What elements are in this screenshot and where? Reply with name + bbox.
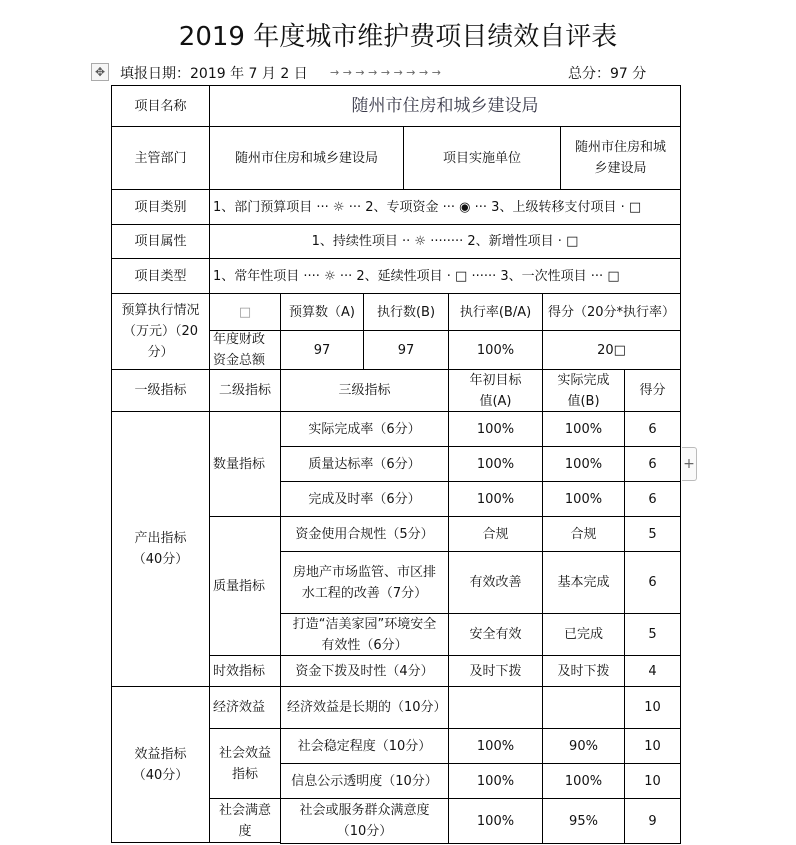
metric-target: 及时下拨 [448,655,543,687]
metric-actual: 已完成 [542,613,625,656]
project-name: 随州市住房和城乡建设局 [209,85,681,127]
metric-name: 资金使用合规性（5分） [280,516,449,552]
metric-score: 10 [624,728,681,764]
metric-score: 6 [624,481,681,517]
group-benefit: 效益指标（40分） [111,686,210,843]
metric-name: 社会稳定程度（10分） [280,728,449,764]
metric-score: 4 [624,655,681,687]
budget-row-label: 年度财政资金总额 [209,330,281,370]
project-name-label: 项目名称 [111,85,210,127]
metric-target: 100% [448,728,543,764]
page-title: 2019 年度城市维护费项目绩效自评表 [178,22,618,52]
attribute-label: 项目属性 [111,224,210,259]
add-row-button[interactable]: + [682,447,697,481]
category-label: 项目类别 [111,189,210,225]
metric-actual: 90% [542,728,625,764]
metric-score: 6 [624,411,681,447]
metric-actual [542,686,625,729]
budget-header-score: 得分（20分*执行率） [542,293,681,331]
metric-actual: 100% [542,481,625,517]
header-target: 年初目标值(A) [448,369,543,412]
total-score: 总分：97 分 [568,66,647,82]
budget-b: 97 [363,330,449,370]
group-quality: 质量指标 [209,516,281,656]
category-options[interactable]: 1、部门预算项目 ··· ☼ ··· 2、专项资金 ··· ◉ ··· 3、上级转移支付项目 · □ [209,189,681,225]
metric-name: 信息公示透明度（10分） [280,763,449,799]
metric-score: 10 [624,686,681,729]
metric-target: 100% [448,763,543,799]
fill-date: 填报日期：2019 年 7 月 2 日 [120,66,308,82]
metric-target: 100% [448,481,543,517]
group-quantity: 数量指标 [209,411,281,517]
budget-header-a: 预算数（A) [280,293,364,331]
metric-name: 社会或服务群众满意度（10分） [280,798,449,844]
metric-actual: 及时下拨 [542,655,625,687]
impl-value: 随州市住房和城乡建设局 [560,126,681,190]
metric-score: 5 [624,516,681,552]
metric-score: 6 [624,551,681,614]
header-score: 得分 [624,369,681,412]
metric-actual: 基本完成 [542,551,625,614]
metric-score: 9 [624,798,681,844]
header-level1: 一级指标 [111,369,210,412]
metric-target: 100% [448,798,543,844]
metric-name: 打造“洁美家园”环境安全有效性（6分） [280,613,449,656]
group-output: 产出指标（40分） [111,411,210,687]
metric-actual: 95% [542,798,625,844]
metric-name: 房地产市场监管、市区排水工程的改善（7分） [280,551,449,614]
metric-actual: 100% [542,446,625,482]
group-satisfaction: 社会满意度 [209,798,281,843]
metric-name: 完成及时率（6分） [280,481,449,517]
metric-actual: 合规 [542,516,625,552]
checkbox-icon[interactable]: □ [209,293,281,331]
header-actual: 实际完成值(B) [542,369,625,412]
table-move-handle-icon[interactable]: ✥ [91,63,109,81]
dept-label: 主管部门 [111,126,210,190]
metric-target: 安全有效 [448,613,543,656]
metric-score: 10 [624,763,681,799]
metric-actual: 100% [542,411,625,447]
metric-target: 有效改善 [448,551,543,614]
tab-arrows: → → → → → → → → → [330,66,441,79]
metric-name: 质量达标率（6分） [280,446,449,482]
metric-name: 经济效益是长期的（10分） [280,686,449,729]
metric-target [448,686,543,729]
metric-score: 5 [624,613,681,656]
metric-actual: 100% [542,763,625,799]
header-level3: 三级指标 [280,369,449,412]
impl-label: 项目实施单位 [403,126,561,190]
metric-name: 实际完成率（6分） [280,411,449,447]
attribute-options[interactable]: 1、持续性项目 ·· ☼ ········ 2、新增性项目 · □ [209,224,681,259]
header-level2: 二级指标 [209,369,281,412]
metric-target: 100% [448,411,543,447]
dept-value: 随州市住房和城乡建设局 [209,126,404,190]
budget-header-rate: 执行率(B/A) [448,293,543,331]
budget-score: 20□ [542,330,681,370]
group-economic: 经济效益 [209,686,281,729]
budget-a: 97 [280,330,364,370]
metric-target: 合规 [448,516,543,552]
budget-header-b: 执行数(B) [363,293,449,331]
budget-label: 预算执行情况（万元）（20分） [111,293,210,370]
metric-score: 6 [624,446,681,482]
group-timeliness: 时效指标 [209,655,281,687]
metric-name: 资金下拨及时性（4分） [280,655,449,687]
group-social: 社会效益指标 [209,728,281,799]
type-label: 项目类型 [111,258,210,294]
type-options[interactable]: 1、常年性项目 ···· ☼ ··· 2、延续性项目 · □ ······ 3、一次性项目 ··· □ [209,258,681,294]
budget-rate: 100% [448,330,543,370]
metric-target: 100% [448,446,543,482]
